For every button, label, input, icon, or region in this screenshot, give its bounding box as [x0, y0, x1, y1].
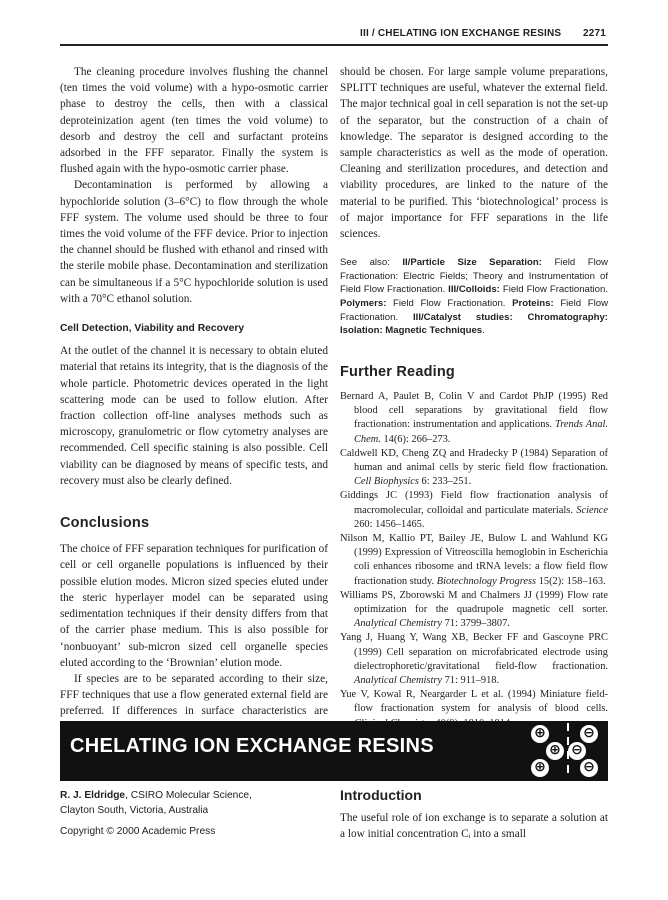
page-number: 2271: [582, 28, 606, 39]
see-also-link[interactable]: III/Colloids:: [448, 284, 500, 296]
running-header-section: III / CHELATING ION EXCHANGE RESINS: [360, 28, 562, 39]
minus-icon: ⊖: [580, 725, 598, 743]
heading-introduction: Introduction: [340, 787, 422, 803]
reference-item: Yang J, Huang Y, Wang XB, Becker FF and Gascoyne PRC (1999) Cell separation on microfabricated electrode using dielectrophoretic/gravitational field-flow fractionation. Analytical Chemistry 71: 911–918.: [340, 632, 608, 687]
see-also-label: See also:: [340, 257, 403, 269]
left-column: [60, 64, 328, 736]
see-also-text: Field Flow Fractionation.: [499, 284, 609, 296]
reference-list: [340, 390, 608, 731]
paragraph-conclusions-1: The choice of FFF separation techniques for purification of cell or cell organelle populations is influenced by their possible elution modes. Micron sized species eluted under the steric hyperlayer model can be separated using sedimentation techniques if their density differs from that of the carrier phase medium. This is also possible for ‘nonbuoyant’ sub-micron sized cell organelle species eluted according to the ‘Brownian’ elution mode.: [60, 543, 328, 669]
plus-icon: ⊕: [546, 742, 564, 760]
see-also-text: Field Flow Fractionation.: [386, 298, 513, 310]
see-also-link[interactable]: Proteins:: [512, 298, 554, 310]
copyright: Copyright © 2000 Academic Press: [60, 826, 216, 837]
see-also: [340, 256, 608, 338]
paragraph-introduction: The useful role of ion exchange is to separate a solution at a low initial concentration Cᵢ into a small: [340, 812, 608, 841]
see-also-text: Field Flow Fractionation.: [340, 298, 608, 323]
heading-conclusions: Conclusions: [60, 515, 150, 532]
article-title-banner: [60, 721, 608, 781]
author-name: R. J. Eldridge: [60, 790, 126, 801]
reference-item: Williams PS, Zborowski M and Chalmers JJ (1999) Flow rate optimization for the quadrupole magnetic cell sorter. Analytical Chemistry 71: 3799–3807.: [340, 589, 608, 630]
see-also-link[interactable]: II/Particle Size Separation:: [402, 257, 542, 269]
author-block: [60, 788, 328, 818]
author-affiliation: , CSIRO Molecular Science,: [125, 790, 252, 801]
article-title: CHELATING ION EXCHANGE RESINS: [70, 735, 434, 757]
paragraph-continued: should be chosen. For large sample volume preparations, SPLITT techniques are useful, whatever the external field. The major technical goal in cell separation is not the set-up of the separator, but the construction of a chain of knowledge. The separator is designed according to the sample characteristics as well as the mode of operation. Cleaning and sterilization procedures, and detection and viability procedures, are linked to the nature of the material to be purified. This ‘biotechnological’ process is of major importance for FFF separations in the life sciences.: [340, 66, 608, 241]
paragraph-cleaning: The cleaning procedure involves flushing the channel (ten times the void volume) with a hypo-osmotic carrier phase to destroy the cells, then with a classical deproteinization agent (ten times the void volume) to desorb and destroy the cell and surfactant proteins adsorbed in the FFF separator. Finally the system is flushed again with the hypo-osmotic carrier phase.: [60, 66, 328, 176]
minus-icon: ⊖: [580, 759, 598, 777]
see-also-link[interactable]: III/Catalyst studies: Chromatography: Isolation: Magnetic Techniques: [340, 311, 608, 337]
right-column: [340, 64, 608, 731]
plus-icon: ⊕: [531, 725, 549, 743]
see-also-text: .: [482, 325, 485, 337]
heading-further-reading: Further Reading: [340, 363, 455, 380]
reference-item: Yue V, Kowal R, Neargarder L et al. (1994) Miniature field-flow fractionation system for analysis of blood cells.: [340, 689, 608, 715]
author-location: Clayton South, Victoria, Australia: [60, 805, 209, 816]
see-also-text: Field Flow Fractionation: Electric Fields; Theory and Instrumentation of Field Flow Fractionation.: [340, 257, 608, 296]
plus-icon: ⊕: [531, 759, 549, 777]
paragraph-cell-detection: At the outlet of the channel it is necessary to obtain eluted material that retains its integrity, that is the diagnosis of the whole particle. Photometric devices operated in the light scattering mode can be used to follow elution. After fraction collection off-line analyses methods such as microscopy, granulometric or flow cytometry analyses are recommended. Cell specific staining is also possible. Cell viability can be diagnosed by means of specific tests, and recovery must also be clearly defined.: [60, 345, 328, 487]
see-also-link[interactable]: Polymers:: [340, 298, 387, 310]
paragraph-conclusions-2: If species are to be separated according to their size, FFF techniques that use a flow generated external field are preferred. If differences in surface characteristics are: [60, 672, 328, 718]
reference-item: Giddings JC (1993) Field flow fractionation analysis of macromolecular, colloidal and particulate materials. Science 260: 1456–1465.: [340, 490, 608, 530]
header-rule: [60, 44, 608, 46]
reference-item: Caldwell KD, Cheng ZQ and Hradecky P (1984) Separation of human and animal cells by steric field flow fractionation. Cell Biophysics 6: 233–251.: [340, 447, 608, 488]
paragraph-decontamination: Decontamination is performed by allowing a hypochloride solution (3–6°C) to flow through the whole FFF system. The volume used should be three to four times the void volume of the FFF device. Prior to injection the channel should be flushed with ethanol and rinsed with the sterile mobile phase. Decontamination and sterilization can be simultaneous if a 5°C hypochloride solution is used with a 70°C ethanol solution.: [60, 179, 328, 305]
reference-item: Nilson M, Kallio PT, Bailey JE, Bulow L and Wahlund KG (1999) Expression of Vitreoscilla hemoglobin in Escherichia coli enhances ribosome and tRNA levels: a flow field flow fractionation study. Biotechnology Progress 15(2): 158–163.: [340, 533, 608, 587]
reference-item: Bernard A, Paulet B, Colin V and Cardot PhJP (1995) Red blood cell separations by gravitational field flow fractionation: instrumentation and applications. Trends Anal. Chem. 14(6): 266–273.: [340, 391, 609, 445]
minus-icon: ⊖: [568, 742, 586, 760]
heading-cell-detection: Cell Detection, Viability and Recovery: [60, 323, 245, 335]
